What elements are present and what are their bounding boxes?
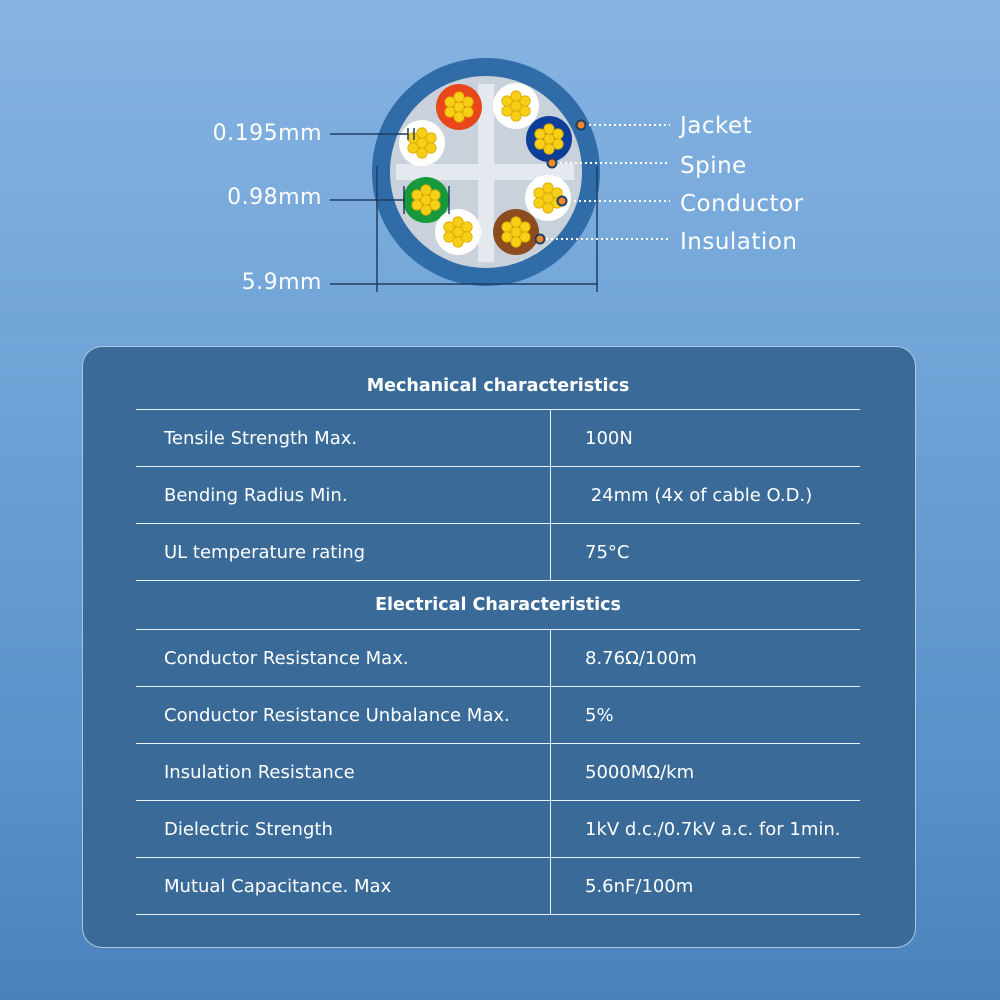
conductor-strand	[534, 188, 544, 198]
spec-label: Insulation Resistance	[136, 744, 551, 801]
spec-value: 1kV d.c./0.7kV a.c. for 1min.	[551, 801, 861, 858]
table-row	[136, 744, 860, 801]
table-row	[136, 801, 860, 858]
spec-label: Dielectric Strength	[136, 801, 551, 858]
conductor-strand	[408, 143, 418, 153]
cable-cross-section-diagram	[0, 0, 1000, 330]
dimension-label-59: 5.9mm	[241, 270, 322, 295]
dimension-label-0195: 0.195mm	[212, 121, 322, 146]
conductor-strand	[502, 232, 512, 242]
spec-label: UL temperature rating	[136, 524, 551, 581]
conductor-strand	[426, 143, 436, 153]
table-row	[136, 410, 860, 467]
conductor-strand	[502, 96, 512, 106]
conductor-strand	[445, 107, 455, 117]
conductor-strand	[553, 129, 563, 139]
wire-blue	[526, 116, 572, 162]
dimension-label-098: 0.98mm	[227, 185, 322, 210]
conductor-strand	[553, 139, 563, 149]
part-label-insulation: Insulation	[680, 229, 798, 255]
spec-value: 100N	[551, 410, 861, 467]
wire-white-orange	[493, 83, 539, 129]
table-row	[136, 858, 860, 915]
section-heading-mechanical-title: Mechanical characteristics	[136, 362, 860, 410]
conductor-strand	[520, 222, 530, 232]
conductor-strand	[462, 222, 472, 232]
conductor-strand	[534, 198, 544, 208]
part-label-spine: Spine	[680, 153, 747, 179]
spec-value: 5%	[551, 687, 861, 744]
conductor-strand	[463, 107, 473, 117]
section-heading-mechanical	[136, 362, 860, 410]
spec-value: 75°C	[551, 524, 861, 581]
spec-label: Conductor Resistance Unbalance Max.	[136, 687, 551, 744]
section-heading-electrical	[136, 581, 860, 630]
conductor-strand	[502, 222, 512, 232]
spec-label: Bending Radius Min.	[136, 467, 551, 524]
spec-value: 5.6nF/100m	[551, 858, 861, 915]
table-row	[136, 687, 860, 744]
conductor-strand	[430, 190, 440, 200]
conductor-strand	[520, 106, 530, 116]
part-label-jacket: Jacket	[680, 113, 753, 139]
conductor-strand	[408, 133, 418, 143]
spec-label: Conductor Resistance Max.	[136, 630, 551, 687]
conductor-strand	[426, 133, 436, 143]
wire-white-brown	[435, 209, 481, 255]
section-heading-electrical-title: Electrical Characteristics	[136, 581, 860, 630]
spec-label: Tensile Strength Max.	[136, 410, 551, 467]
wire-brown	[493, 209, 539, 255]
conductor-strand	[430, 200, 440, 210]
conductor-strand	[412, 190, 422, 200]
spec-value: 8.76Ω/100m	[551, 630, 861, 687]
conductor-strand	[412, 200, 422, 210]
conductor-strand	[445, 97, 455, 107]
wire-orange	[436, 84, 482, 130]
spec-label: Mutual Capacitance. Max	[136, 858, 551, 915]
part-label-conductor: Conductor	[680, 191, 804, 217]
spec-value: 24mm (4x of cable O.D.)	[551, 467, 861, 524]
spec-value: 5000MΩ/km	[551, 744, 861, 801]
conductor-strand	[520, 232, 530, 242]
wire-white-green	[399, 120, 445, 166]
conductor-strand	[444, 222, 454, 232]
table-row	[136, 467, 860, 524]
conductor-strand	[520, 96, 530, 106]
conductor-strand	[535, 139, 545, 149]
conductor-strand	[463, 97, 473, 107]
specifications-table	[136, 362, 860, 915]
conductor-strand	[444, 232, 454, 242]
table-row	[136, 630, 860, 687]
conductor-strand	[462, 232, 472, 242]
conductor-strand	[502, 106, 512, 116]
conductor-strand	[535, 129, 545, 139]
table-row	[136, 524, 860, 581]
